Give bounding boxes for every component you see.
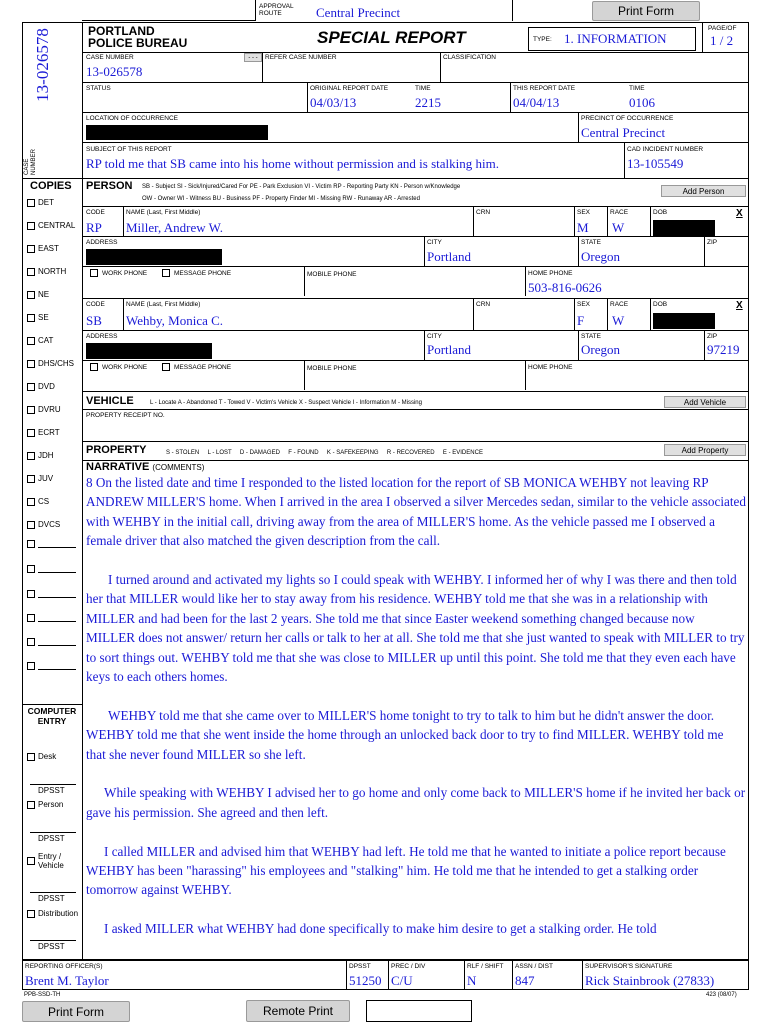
- desk-checkbox[interactable]: [27, 752, 56, 761]
- p1-name-label: NAME (Last, First Middle): [126, 209, 201, 216]
- narrative-p6: I asked MILLER what WEHBY had done specifically to make him desire to get a stalking order. He told: [104, 921, 657, 937]
- p2-work-phone-checkbox[interactable]: [90, 363, 98, 371]
- p2-dob-label: DOB: [653, 301, 668, 308]
- p2-code-value[interactable]: SB: [86, 313, 102, 328]
- precinct-label: PRECINCT OF OCCURRENCE: [581, 115, 674, 122]
- copies-item-label: NORTH: [38, 267, 67, 276]
- narrative-title-text: NARRATIVE: [86, 461, 150, 473]
- this-date-label: THIS REPORT DATE: [513, 85, 576, 92]
- p2-city-value[interactable]: Portland: [427, 342, 472, 357]
- officer-label: REPORTING OFFICER(S): [25, 963, 103, 970]
- precinct-value[interactable]: Central Precinct: [581, 125, 666, 140]
- p1-home-phone-label: HOME PHONE: [528, 270, 573, 277]
- subject-value[interactable]: RP told me that SB came into his home without permission and is stalking him.: [86, 156, 499, 171]
- p1-name-value[interactable]: Miller, Andrew W.: [126, 220, 223, 235]
- p1-address-redacted: [86, 249, 222, 265]
- computer-entry-title: COMPUTER ENTRY: [27, 706, 77, 726]
- copies-item-label: NE: [38, 290, 50, 299]
- type-value: 1. INFORMATION: [564, 31, 667, 46]
- status-label: STATUS: [86, 85, 111, 92]
- person-entry-label: Person: [38, 800, 64, 809]
- copies-north-checkbox[interactable]: [27, 267, 66, 276]
- copies-jdh-checkbox[interactable]: [27, 451, 54, 460]
- checkbox-box[interactable]: [27, 337, 35, 345]
- approval-route-label: APPROVAL ROUTE: [259, 3, 294, 17]
- checkbox-box[interactable]: [27, 222, 35, 230]
- copies-cat-checkbox[interactable]: [27, 336, 53, 345]
- copies-blank-4[interactable]: [27, 614, 76, 622]
- approval-route-value[interactable]: Central Precinct: [316, 5, 401, 20]
- org-line1: PORTLAND: [88, 24, 155, 38]
- copies-item-label: DVRU: [38, 405, 61, 414]
- p2-race-value[interactable]: W: [612, 313, 625, 328]
- copies-item-label: CS: [38, 497, 50, 506]
- dpsst-label-2: DPSST: [38, 834, 65, 843]
- p1-race-label: RACE: [610, 209, 629, 216]
- this-date-value[interactable]: 04/04/13: [513, 95, 560, 110]
- checkbox-box[interactable]: [27, 245, 35, 253]
- supervisor-value[interactable]: Rick Stainbrook (27833): [585, 973, 715, 988]
- copies-se-checkbox[interactable]: [27, 313, 49, 322]
- assn-label: ASSN / DIST: [515, 963, 553, 970]
- p2-mobile-label: MOBILE PHONE: [307, 365, 357, 372]
- location-label: LOCATION OF OCCURRENCE: [86, 115, 178, 122]
- add-person-button[interactable]: Add Person: [661, 185, 746, 197]
- orig-date-value[interactable]: 04/03/13: [310, 95, 357, 110]
- p1-code-value[interactable]: RP: [86, 220, 102, 235]
- checkbox-box[interactable]: [27, 429, 35, 437]
- checkbox-box[interactable]: [27, 291, 35, 299]
- dpsst-label-1: DPSST: [38, 786, 65, 795]
- print-form-button-top[interactable]: Print Form: [592, 1, 700, 21]
- entry-vehicle-label: Entry / Vehicle: [38, 852, 64, 870]
- vehicle-legend: L - Locate A - Abandoned T - Towed V - Victim's Vehicle X - Suspect Vehicle I - Information M - Missing: [150, 400, 422, 406]
- case-number-label: CASE NUMBER: [86, 54, 134, 61]
- copies-blank-6[interactable]: [27, 662, 76, 670]
- narrative-p1: 8 On the listed date and time I responded to the listed location for the report of SB MONICA WEHBY not leaving RP ANDREW MILLER'S home. When I arrived in the area I observed a silver Mercedes sedan, similar to the vehicle associated with WEHBY in the initial call, driving away from the area of MILLER'S home. As the vehicle passed me I observed a female driver that also matched the given description from the call.: [86, 475, 746, 549]
- p1-sex-value[interactable]: M: [577, 220, 589, 235]
- copies-dvcs-checkbox[interactable]: [27, 520, 60, 529]
- p1-message-phone-label: MESSAGE PHONE: [174, 270, 232, 277]
- page-of-value: 1 / 2: [710, 33, 734, 48]
- person-legend-1: SB - Subject SI - Sick/Injured/Cared For PE - Park Exclusion VI - Victim RP - Reporting Party KN - Person w/Knowledge: [142, 184, 461, 190]
- p1-sex-label: SEX: [577, 209, 591, 216]
- narrative-body[interactable]: [86, 473, 746, 939]
- p2-name-value[interactable]: Wehby, Monica C.: [126, 313, 224, 328]
- entry-vehicle-checkbox[interactable]: [27, 852, 64, 870]
- copies-dvd-checkbox[interactable]: [27, 382, 55, 391]
- checkbox-box[interactable]: [27, 475, 35, 483]
- p1-dob-redacted: [653, 220, 715, 236]
- copies-dhs-chs-checkbox[interactable]: [27, 359, 74, 368]
- checkbox-box[interactable]: [27, 314, 35, 322]
- print-form-button-bottom[interactable]: Print Form: [22, 1001, 130, 1022]
- p1-remove-button[interactable]: X: [736, 208, 743, 219]
- person-title: PERSON: [86, 180, 133, 192]
- property-receipt-label: PROPERTY RECEIPT NO.: [86, 412, 165, 419]
- p2-address-redacted: [86, 343, 212, 359]
- cad-label: CAD INCIDENT NUMBER: [627, 146, 704, 153]
- type-box[interactable]: [528, 27, 696, 51]
- checkbox-box[interactable]: [27, 498, 35, 506]
- checkbox-box[interactable]: [27, 452, 35, 460]
- p1-home-phone-value[interactable]: 503-816-0626: [528, 280, 602, 295]
- dpsst-label-footer: DPSST: [349, 963, 371, 970]
- add-vehicle-button[interactable]: Add Vehicle: [664, 396, 746, 408]
- orig-date-label: ORIGINAL REPORT DATE: [310, 85, 389, 92]
- case-number-value[interactable]: 13-026578: [86, 64, 143, 79]
- p2-home-phone-label: HOME PHONE: [528, 364, 573, 371]
- page-of-label: PAGE/OF: [708, 25, 737, 32]
- property-title: PROPERTY: [86, 444, 147, 456]
- copies-blank-5[interactable]: [27, 638, 76, 646]
- p2-sex-label: SEX: [577, 301, 591, 308]
- p1-code-label: CODE: [86, 209, 105, 216]
- copies-east-checkbox[interactable]: [27, 244, 59, 253]
- copies-ne-checkbox[interactable]: [27, 290, 49, 299]
- p1-address-label: ADDRESS: [86, 239, 118, 246]
- p2-remove-button[interactable]: X: [736, 300, 743, 311]
- narrative-title: [86, 461, 204, 473]
- distribution-checkbox[interactable]: [27, 909, 78, 918]
- dpsst-label-4: DPSST: [38, 942, 65, 951]
- checkbox-box[interactable]: [27, 268, 35, 276]
- p2-sex-value[interactable]: F: [577, 313, 585, 328]
- desk-label: Desk: [38, 752, 57, 761]
- checkbox-box[interactable]: [27, 199, 35, 207]
- narrative-p5: I called MILLER and advised him that WEHBY had left. He told me that he wanted to initiate a police report because WEHBY has been "harassing" his employees and "stalking" him. He told me that he intended to get a stalking order tomorrow against WEHBY.: [86, 843, 726, 898]
- add-property-button[interactable]: Add Property: [664, 444, 746, 456]
- report-title: SPECIAL REPORT: [317, 28, 466, 47]
- p2-state-label: STATE: [581, 333, 601, 340]
- form-rev: 423 (08/07): [706, 992, 737, 998]
- p2-race-label: RACE: [610, 301, 629, 308]
- p2-crn-label: CRN: [476, 301, 491, 308]
- form-id: PPB-SSD-TH: [24, 992, 61, 998]
- narrative-subtitle: (COMMENTS): [152, 463, 205, 472]
- copies-blank-1[interactable]: [27, 540, 76, 548]
- p2-address-label: ADDRESS: [86, 333, 118, 340]
- checkbox-box[interactable]: [27, 383, 35, 391]
- p1-zip-label: ZIP: [707, 239, 718, 246]
- prec-label: PREC / DIV: [391, 963, 426, 970]
- copies-item-label: CAT: [38, 336, 54, 345]
- p2-name-label: NAME (Last, First Middle): [126, 301, 201, 308]
- remote-print-button[interactable]: Remote Print: [246, 1000, 350, 1022]
- copies-item-label: DHS/CHS: [38, 359, 75, 368]
- p1-dob-label: DOB: [653, 209, 668, 216]
- org-name: [88, 25, 187, 49]
- copies-juv-checkbox[interactable]: [27, 474, 53, 483]
- vehicle-title: VEHICLE: [86, 395, 134, 407]
- this-time-label: TIME: [629, 85, 645, 92]
- dpsst-value[interactable]: 51250: [349, 973, 382, 988]
- p2-zip-label: ZIP: [707, 333, 718, 340]
- checkbox-box[interactable]: [27, 521, 35, 529]
- supervisor-label: SUPERVISOR'S SIGNATURE: [585, 963, 673, 970]
- copies-det-checkbox[interactable]: [27, 198, 54, 207]
- copies-cs-checkbox[interactable]: [27, 497, 49, 506]
- copies-item-label: JDH: [38, 451, 54, 460]
- org-line2: POLICE BUREAU: [88, 36, 188, 50]
- copies-ecrt-checkbox[interactable]: [27, 428, 60, 437]
- p1-state-value[interactable]: Oregon: [581, 249, 620, 264]
- narrative-p3: WEHBY told me that she came over to MILLER'S home tonight to try to talk to him but he didn't answer the door. WEHBY told me that she went inside the home through an unlocked back door to try to find MILLER. WEHBY told me that she never found MILLER so she left.: [86, 707, 724, 762]
- p1-crn-label: CRN: [476, 209, 491, 216]
- person-legend-2: OW - Owner WI - Witness BU - Business PF - Property Finder MI - Missing RW - Runaway AR - Arrested: [142, 196, 420, 202]
- p2-zip-value[interactable]: 97219: [707, 342, 740, 357]
- p1-work-phone-checkbox[interactable]: [90, 269, 98, 277]
- side-case-number: 13-026578: [33, 28, 52, 102]
- rlf-value[interactable]: N: [467, 973, 477, 988]
- cad-value[interactable]: 13-105549: [627, 156, 684, 171]
- copies-blank-2[interactable]: [27, 565, 76, 573]
- p1-race-value[interactable]: W: [612, 220, 625, 235]
- location-redacted: [86, 125, 268, 140]
- remote-print-input[interactable]: [366, 1000, 472, 1022]
- classification-label: CLASSIFICATION: [443, 54, 496, 61]
- property-legend: S - STOLEN L - LOST D - DAMAGED F - FOUND K - SAFEKEEPING R - RECOVERED E - EVIDENCE: [166, 450, 483, 456]
- p1-work-phone-label: WORK PHONE: [102, 270, 148, 277]
- p2-state-value[interactable]: Oregon: [581, 342, 620, 357]
- p2-dob-redacted: [653, 313, 715, 329]
- copies-item-label: DVD: [38, 382, 55, 391]
- copies-central-checkbox[interactable]: [27, 221, 75, 230]
- prec-value[interactable]: C/U: [391, 973, 413, 988]
- assn-value[interactable]: 847: [515, 973, 535, 988]
- side-case-label: CASE NUMBER: [24, 148, 37, 175]
- p1-message-phone-checkbox[interactable]: [162, 269, 170, 277]
- officer-value[interactable]: Brent M. Taylor: [25, 973, 109, 988]
- narrative-p4: While speaking with WEHBY I advised her to go home and only come back to MILLER'S home if he invited her back or gave his permission. She agreed and then left.: [86, 785, 746, 820]
- copies-item-label: DET: [38, 198, 54, 207]
- dpsst-label-3: DPSST: [38, 894, 65, 903]
- copies-dvru-checkbox[interactable]: [27, 405, 61, 414]
- checkbox-box[interactable]: [27, 406, 35, 414]
- p2-message-phone-checkbox[interactable]: [162, 363, 170, 371]
- refer-case-button[interactable]: - - -: [244, 53, 262, 62]
- type-label: TYPE:: [533, 36, 552, 43]
- p1-city-value[interactable]: Portland: [427, 249, 472, 264]
- p1-state-label: STATE: [581, 239, 601, 246]
- p2-work-phone-label: WORK PHONE: [102, 364, 148, 371]
- p2-message-phone-label: MESSAGE PHONE: [174, 364, 232, 371]
- copies-item-label: SE: [38, 313, 49, 322]
- copies-item-label: CENTRAL: [38, 221, 76, 230]
- copies-blank-3[interactable]: [27, 590, 76, 598]
- checkbox-box[interactable]: [27, 360, 35, 368]
- p1-mobile-label: MOBILE PHONE: [307, 271, 357, 278]
- copies-item-label: DVCS: [38, 520, 61, 529]
- p2-code-label: CODE: [86, 301, 105, 308]
- copies-title: COPIES: [30, 180, 72, 192]
- orig-time-value[interactable]: 2215: [415, 95, 441, 110]
- rlf-label: RLF / SHIFT: [467, 963, 504, 970]
- refer-case-label: REFER CASE NUMBER: [265, 54, 337, 61]
- subject-label: SUBJECT OF THIS REPORT: [86, 146, 172, 153]
- distribution-label: Distribution: [38, 909, 79, 918]
- narrative-p2: I turned around and activated my lights so I could speak with WEHBY. I informed her of why I was there and then told her that MILLER would like her to stay away from his residence. WEHBY told me that she was in a relationship with MILLER and had been for the last 2 years. She told me that since Easter weekend something changed because now MILLER does not answer/ return her calls or talk to her at all. She told me that she just wanted to speak with MILLER to try to sort things out. WEHBY told me that she was close to MILLER up until this point. She told me that they even each have keys to each others homes.: [86, 572, 745, 685]
- p2-city-label: CITY: [427, 333, 442, 340]
- copies-item-label: JUV: [38, 474, 54, 483]
- copies-item-label: ECRT: [38, 428, 60, 437]
- copies-item-label: EAST: [38, 244, 59, 253]
- p1-city-label: CITY: [427, 239, 442, 246]
- this-time-value[interactable]: 0106: [629, 95, 655, 110]
- person-checkbox[interactable]: [27, 800, 63, 809]
- orig-time-label: TIME: [415, 85, 431, 92]
